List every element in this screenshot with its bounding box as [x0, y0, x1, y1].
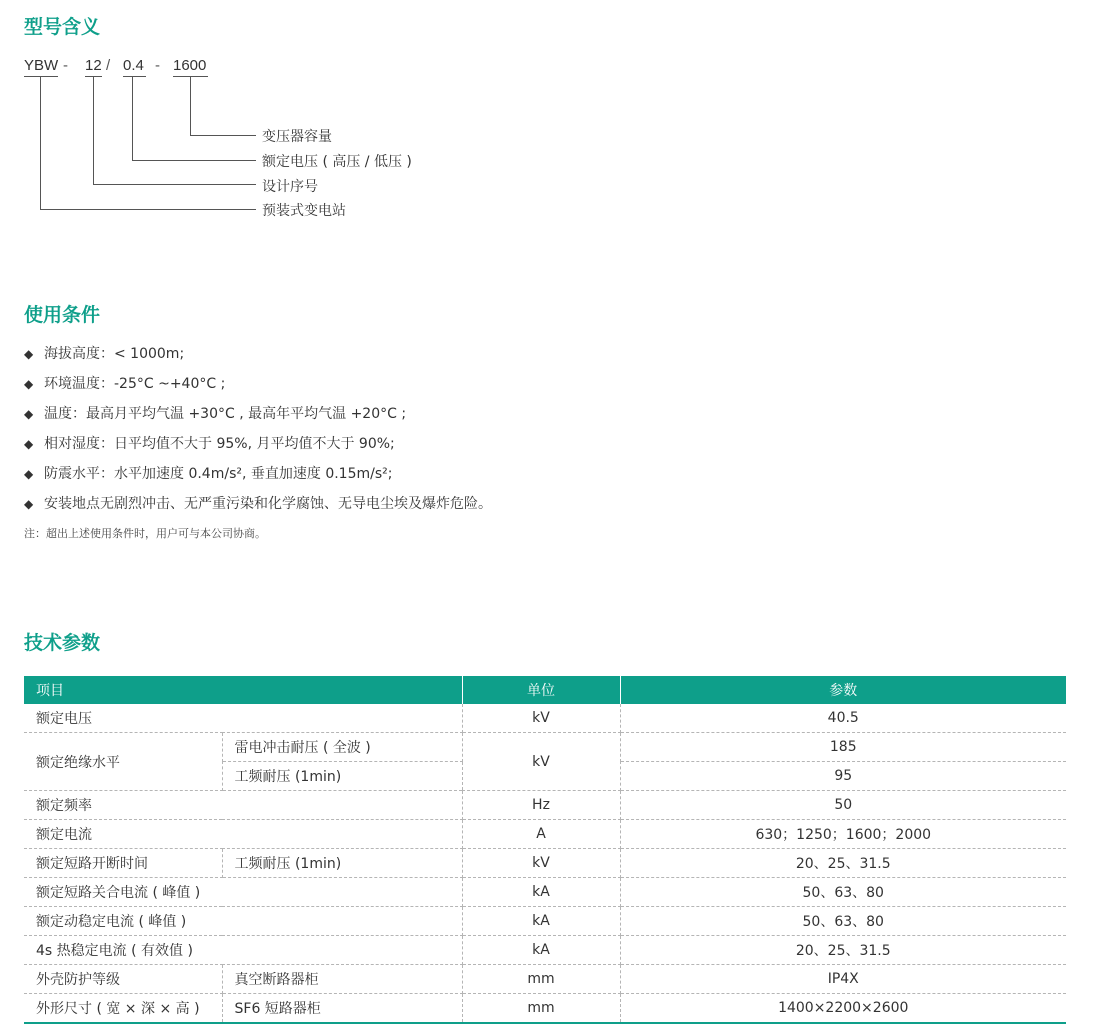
code-separator: /	[106, 57, 111, 74]
table-row	[24, 820, 1066, 849]
cell-value: 20、25、31.5	[620, 849, 1066, 878]
label-capacity: 变压器容量	[262, 129, 332, 145]
table-row	[24, 965, 1066, 994]
list-item	[24, 342, 492, 372]
cell-sub-item: 工频耐压 (1min)	[222, 762, 462, 791]
underline-voltage	[123, 76, 146, 77]
cell-unit: kV	[462, 704, 620, 733]
table-row	[24, 733, 1066, 762]
list-item	[24, 402, 492, 432]
table-row	[24, 878, 1066, 907]
cell-unit: mm	[462, 994, 620, 1024]
cell-item: 额定短路开断时间	[24, 849, 222, 878]
leader-station	[40, 209, 256, 210]
leader-station	[40, 76, 41, 209]
diamond-bullet-icon: ◆	[24, 347, 34, 361]
cell-unit: mm	[462, 965, 620, 994]
cell-value: 50	[620, 791, 1066, 820]
leader-voltage	[132, 76, 133, 160]
table-row	[24, 704, 1066, 733]
cell-sub-item: 工频耐压 (1min)	[222, 849, 462, 878]
header-item: 项目	[24, 676, 462, 704]
list-item	[24, 372, 492, 402]
diamond-bullet-icon: ◆	[24, 497, 34, 511]
cell-sub-item: SF6 短路器柜	[222, 994, 462, 1024]
cell-unit: Hz	[462, 791, 620, 820]
cell-item: 外形尺寸 ( 宽 × 深 × 高 )	[24, 994, 222, 1024]
cell-unit: kV	[462, 733, 620, 791]
label-design-number: 设计序号	[262, 179, 318, 195]
cell-value: IP4X	[620, 965, 1066, 994]
diamond-bullet-icon: ◆	[24, 467, 34, 481]
specs-table	[24, 676, 1066, 1024]
list-item	[24, 492, 492, 522]
section-title-model: 型号含义	[24, 16, 101, 38]
cell-value: 95	[620, 762, 1066, 791]
code-capacity: 1600	[173, 57, 207, 74]
leader-voltage	[132, 160, 256, 161]
code-separator: -	[155, 57, 160, 74]
condition-seismic: 防震水平：水平加速度 0.4m/s², 垂直加速度 0.15m/s²;	[44, 466, 393, 482]
cell-value: 630；1250；1600；2000	[620, 820, 1066, 849]
cell-item: 额定绝缘水平	[24, 733, 222, 791]
diamond-bullet-icon: ◆	[24, 377, 34, 391]
cell-item: 额定动稳定电流 ( 峰值 )	[24, 907, 462, 936]
label-rated-voltage: 额定电压 ( 高压 / 低压 )	[262, 154, 412, 170]
code-design-number: 12	[85, 57, 102, 74]
conditions-note: 注：超出上述使用条件时，用户可与本公司协商。	[24, 527, 266, 540]
cell-item: 4s 热稳定电流 ( 有效值 )	[24, 936, 462, 965]
code-voltage: 0.4	[123, 57, 144, 74]
section-title-specs: 技术参数	[24, 632, 101, 654]
condition-temperature: 温度：最高月平均气温 +30°C , 最高年平均气温 +20°C ;	[44, 406, 407, 422]
cell-item: 额定短路关合电流 ( 峰值 )	[24, 878, 462, 907]
diamond-bullet-icon: ◆	[24, 437, 34, 451]
underline-series	[24, 76, 58, 77]
header-value: 参数	[620, 676, 1066, 704]
conditions-list	[24, 342, 492, 522]
cell-value: 50、63、80	[620, 878, 1066, 907]
table-row	[24, 994, 1066, 1024]
cell-unit: kA	[462, 878, 620, 907]
condition-ambient-temperature: 环境温度：-25°C ~+40°C ;	[44, 376, 226, 392]
label-station: 预装式变电站	[262, 203, 346, 219]
diamond-bullet-icon: ◆	[24, 407, 34, 421]
code-separator: -	[63, 57, 68, 74]
cell-item: 额定频率	[24, 791, 462, 820]
cell-item: 外壳防护等级	[24, 965, 222, 994]
cell-value: 50、63、80	[620, 907, 1066, 936]
cell-unit: A	[462, 820, 620, 849]
condition-humidity: 相对湿度：日平均值不大于 95%, 月平均值不大于 90%;	[44, 436, 395, 452]
table-row	[24, 907, 1066, 936]
leader-capacity	[190, 76, 191, 135]
cell-value: 1400×2200×2600	[620, 994, 1066, 1024]
section-title-conditions: 使用条件	[24, 304, 101, 326]
header-unit: 单位	[462, 676, 620, 704]
leader-capacity	[190, 135, 256, 136]
table-row	[24, 791, 1066, 820]
table-row	[24, 849, 1066, 878]
cell-sub-item: 真空断路器柜	[222, 965, 462, 994]
table-row	[24, 936, 1066, 965]
cell-sub-item: 雷电冲击耐压 ( 全波 )	[222, 733, 462, 762]
condition-installation-site: 安装地点无剧烈冲击、无严重污染和化学腐蚀、无导电尘埃及爆炸危险。	[44, 496, 492, 512]
code-series: YBW	[24, 57, 59, 74]
cell-value: 40.5	[620, 704, 1066, 733]
condition-altitude: 海拔高度：< 1000m;	[44, 346, 185, 362]
table-header-row	[24, 676, 1066, 704]
cell-unit: kV	[462, 849, 620, 878]
cell-unit: kA	[462, 907, 620, 936]
model-designation-diagram	[0, 0, 1100, 240]
list-item	[24, 462, 492, 492]
cell-unit: kA	[462, 936, 620, 965]
cell-value: 20、25、31.5	[620, 936, 1066, 965]
cell-item: 额定电压	[24, 704, 462, 733]
cell-value: 185	[620, 733, 1066, 762]
cell-item: 额定电流	[24, 820, 462, 849]
leader-design	[93, 184, 256, 185]
leader-design	[93, 76, 94, 184]
list-item	[24, 432, 492, 462]
